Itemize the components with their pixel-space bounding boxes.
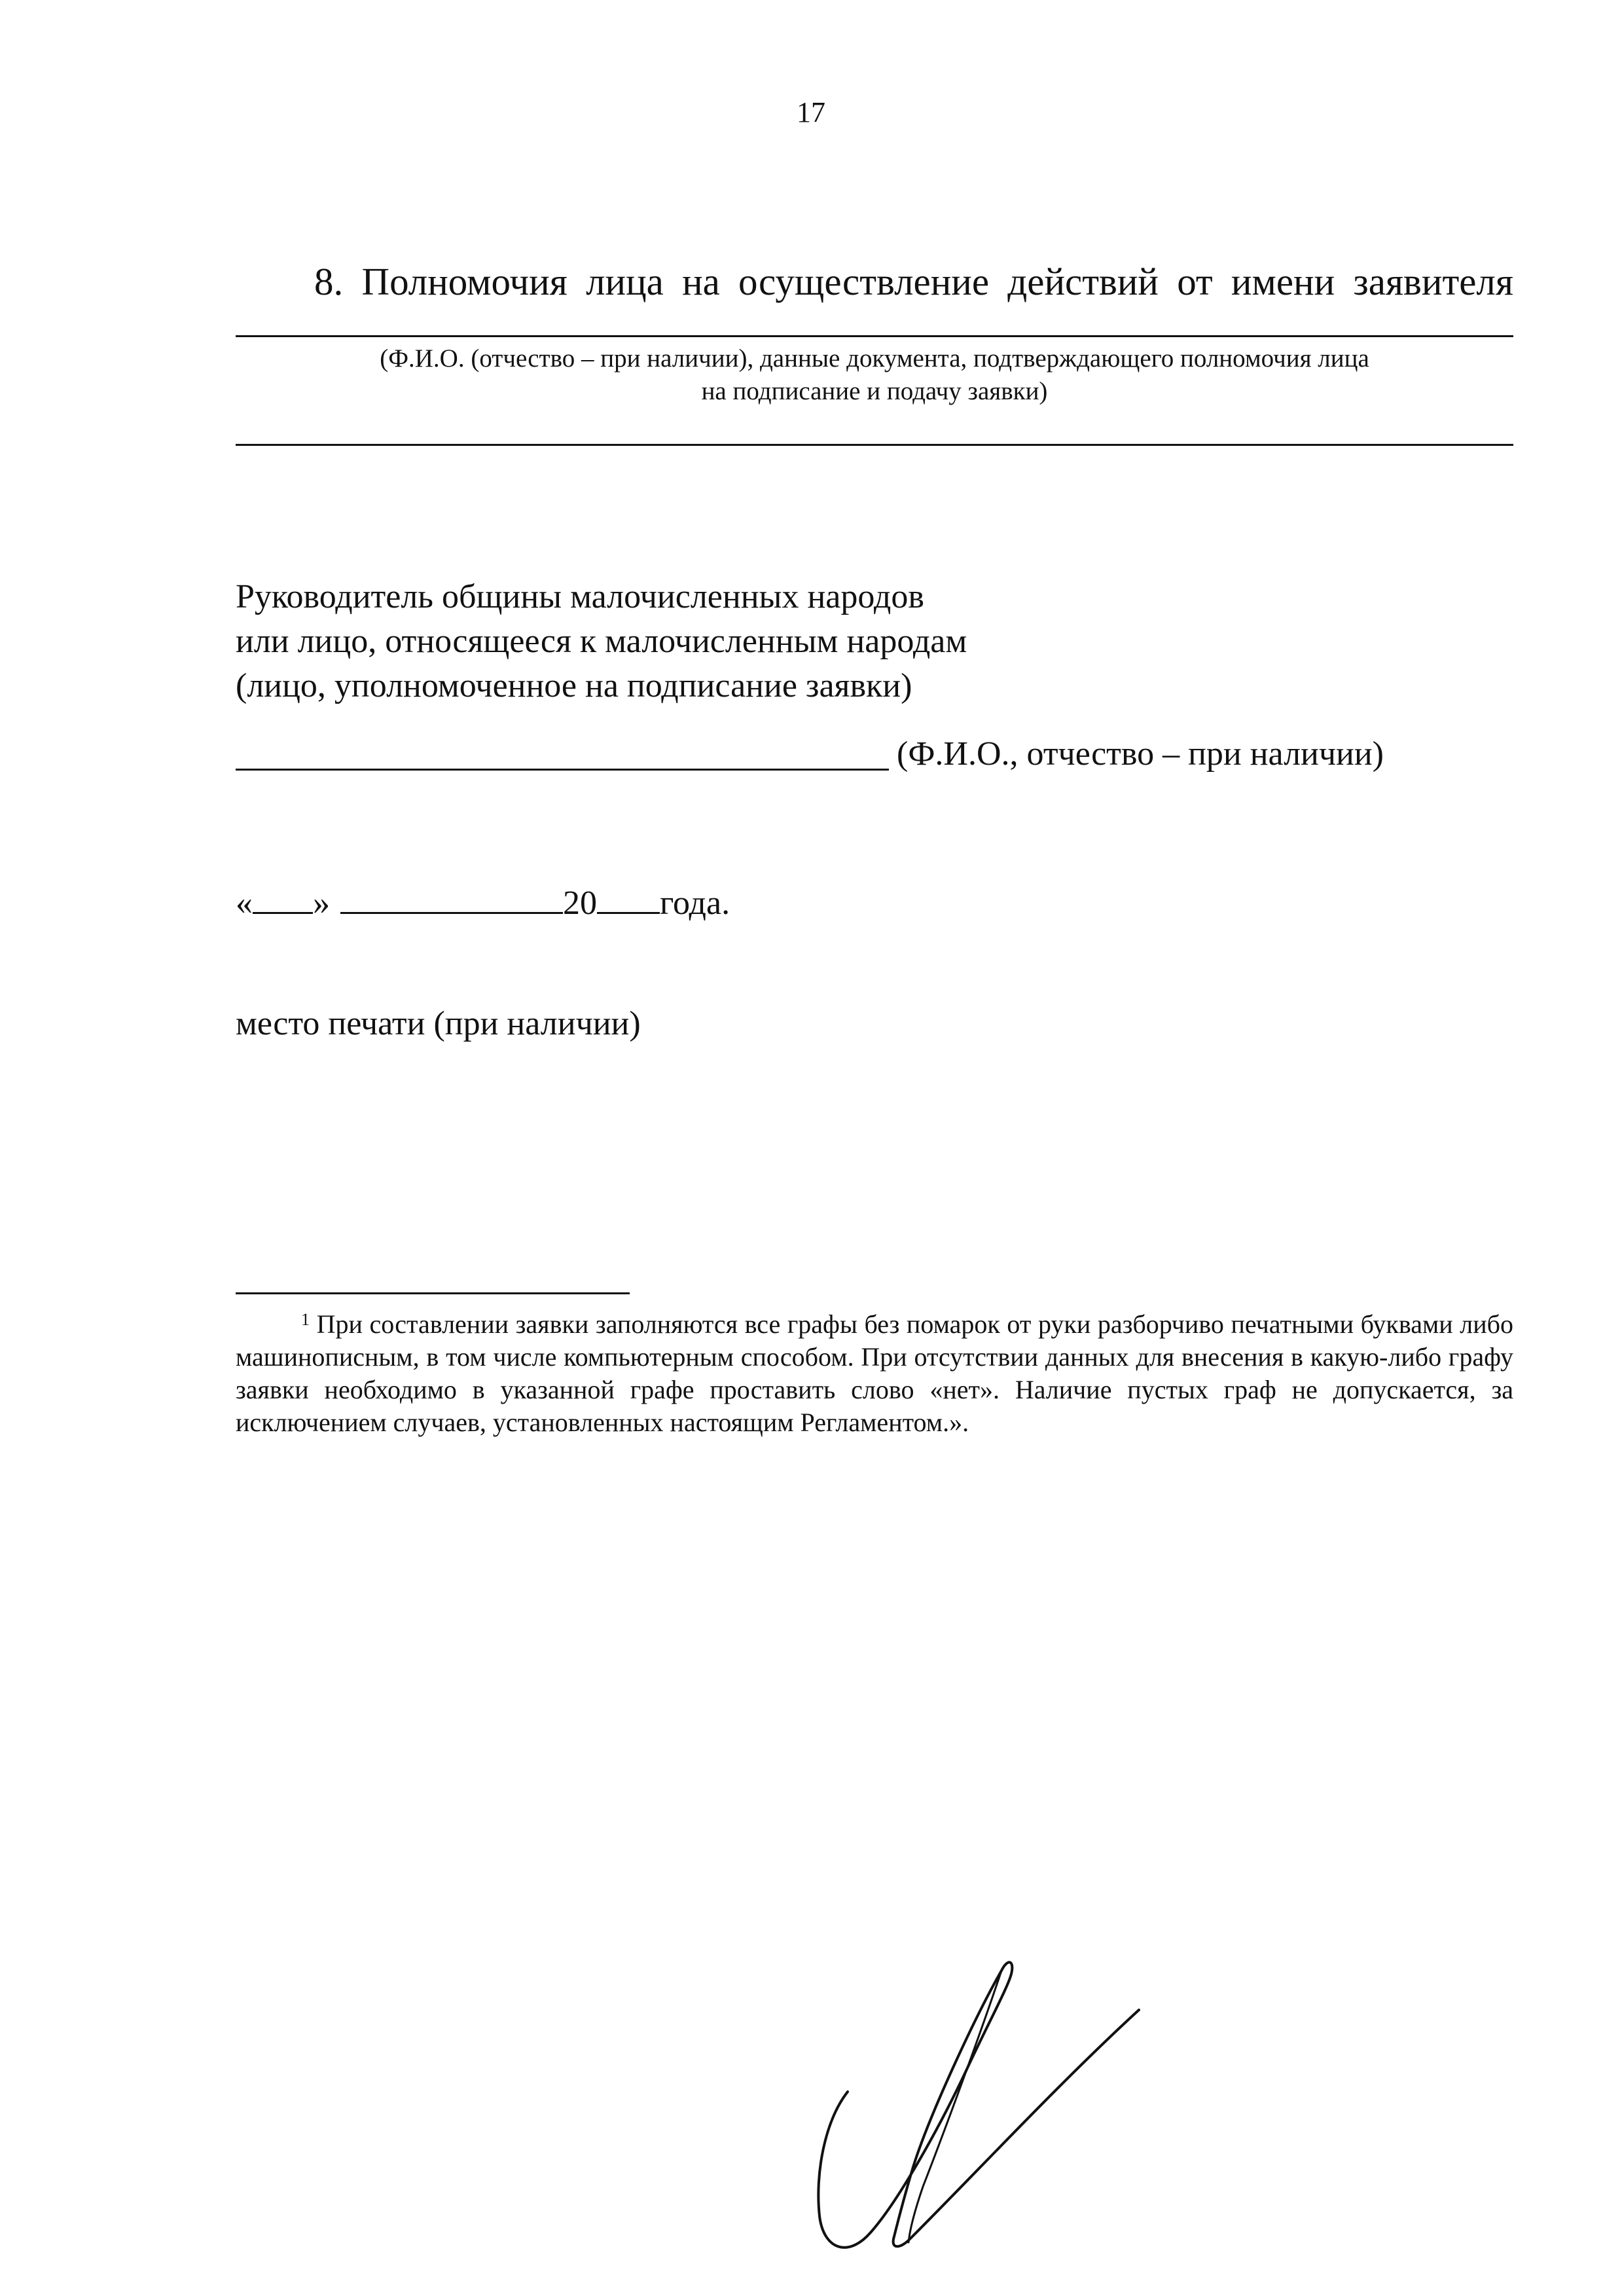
date-day-blank — [253, 881, 313, 914]
signature-drawing — [812, 1951, 1204, 2259]
signer-line-3: (лицо, уполномоченное на подписание заявки) — [236, 667, 912, 704]
date-open-quote: « — [236, 884, 253, 922]
seal-label: место печати (при наличии) — [236, 1005, 641, 1042]
page-number: 17 — [797, 96, 825, 128]
caption-line-2: на подписание и подачу заявки) — [701, 377, 1048, 405]
date-row — [236, 881, 730, 926]
signer-name-label: (Ф.И.О., отчество – при наличии) — [897, 735, 1384, 773]
date-century: 20 — [563, 884, 597, 922]
signer-line-1: Руководитель общины малочисленных народов — [236, 578, 924, 615]
signer-name-line — [236, 769, 889, 771]
signer-block — [236, 575, 1217, 708]
caption-line-1: (Ф.И.О. (отчество – при наличии), данные документа, подтверждающего полномочия лица — [380, 344, 1369, 373]
footnote-separator — [236, 1292, 630, 1294]
signature-icon — [812, 1951, 1204, 2259]
signer-line-2: или лицо, относящееся к малочисленным народам — [236, 623, 967, 660]
section-title: 8. Полномочия лица на осуществление действий от имени заявителя — [314, 260, 1513, 303]
fill-in-line-authority — [236, 335, 1513, 337]
footnote-marker: 1 — [301, 1310, 310, 1329]
footnote — [236, 1308, 1513, 1439]
footnote-text: При составлении заявки заполняются все графы без помарок от руки разборчиво печатными буквами либо машинописным, в том числе компьютерным способом. При отсутствии данных для внесения в какую-либо графу заявки необходимо в указанной графе проставить слово «нет». Наличие пустых граф не допускается, за исключением случаев, установленных настоящим Регламентом.». — [236, 1309, 1514, 1437]
fill-in-line-authority-2 — [236, 444, 1513, 446]
date-close-quote: » — [313, 884, 330, 922]
date-year-blank — [597, 881, 660, 914]
authority-caption — [236, 342, 1513, 408]
date-suffix: года. — [660, 884, 730, 922]
date-month-blank — [340, 881, 563, 914]
